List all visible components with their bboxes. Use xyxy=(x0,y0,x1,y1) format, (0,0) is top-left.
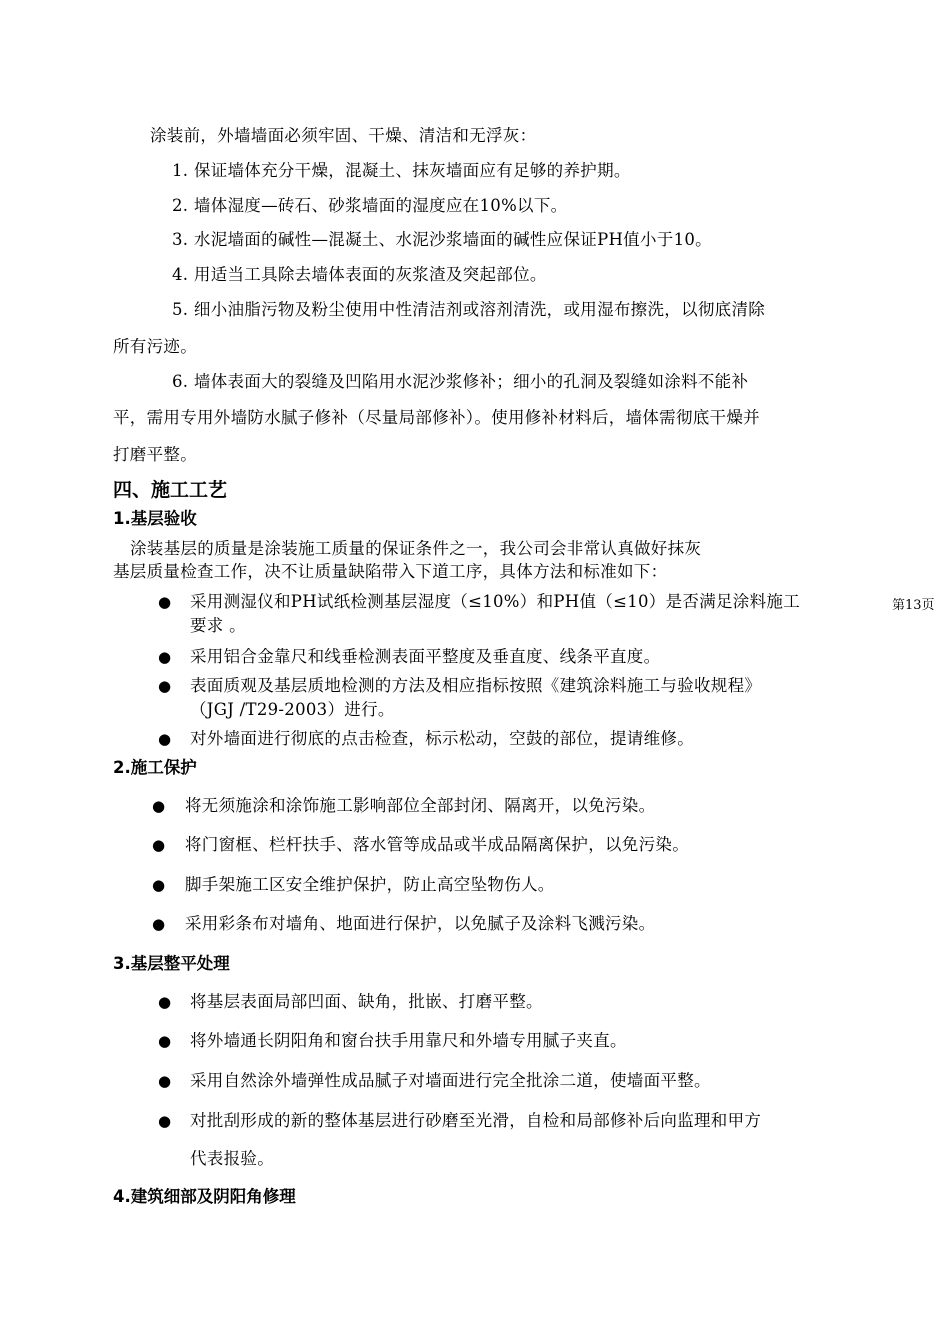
s1-para-2: 基层质量检查工作，决不让质量缺陷带入下道工序，具体方法和标准如下： xyxy=(113,562,668,581)
s2-bullet-1: 将无须施涂和涂饰施工影响部位全部封闭、隔离开，以免污染。 xyxy=(185,796,656,815)
s2-title: 2.施工保护 xyxy=(113,758,197,777)
bullet-icon: ● xyxy=(158,1112,172,1130)
bullet-icon: ● xyxy=(158,593,172,611)
intro-item-1: 1. 保证墙体充分干燥，混凝土、抹灰墙面应有足够的养护期。 xyxy=(172,161,631,180)
s1-bullet-1-cont: 要求 。 xyxy=(190,616,246,635)
intro-item-6-cont-1: 平，需用专用外墙防水腻子修补（尽量局部修补）。使用修补材料后，墙体需彻底干燥并 xyxy=(113,408,760,427)
bullet-icon: ● xyxy=(158,993,172,1011)
page-number: 第13页 xyxy=(892,598,935,613)
s2-bullet-3: 脚手架施工区安全维护保护，防止高空坠物伤人。 xyxy=(185,875,555,894)
s3-title: 3.基层整平处理 xyxy=(113,954,230,973)
intro-item-3: 3. 水泥墙面的碱性—混凝土、水泥沙浆墙面的碱性应保证PH值小于10。 xyxy=(172,230,712,249)
s3-bullet-2: 将外墙通长阴阳角和窗台扶手用靠尺和外墙专用腻子夹直。 xyxy=(190,1031,627,1050)
s1-bullet-4: 对外墙面进行彻底的点击检查，标示松动，空鼓的部位，提请维修。 xyxy=(190,729,694,748)
s1-bullet-3-cont: （JGJ /T29-2003）进行。 xyxy=(190,700,395,719)
s4-title: 4.建筑细部及阴阳角修理 xyxy=(113,1187,296,1206)
bullet-icon: ● xyxy=(158,677,172,695)
s1-para-1: 涂装基层的质量是涂装施工质量的保证条件之一，我公司会非常认真做好抹灰 xyxy=(130,539,702,558)
s3-bullet-1: 将基层表面局部凹面、缺角，批嵌、打磨平整。 xyxy=(190,992,543,1011)
intro-item-4: 4. 用适当工具除去墙体表面的灰浆渣及突起部位。 xyxy=(172,265,547,284)
bullet-icon: ● xyxy=(152,797,166,815)
intro-item-6-cont-2: 打磨平整。 xyxy=(113,445,197,464)
intro-lead: 涂装前，外墙墙面必须牢固、干燥、清洁和无浮灰： xyxy=(150,126,537,145)
s3-bullet-3: 采用自然涂外墙弹性成品腻子对墙面进行完全批涂二道，使墙面平整。 xyxy=(190,1071,711,1090)
section-title: 四、施工工艺 xyxy=(113,479,228,501)
s3-bullet-4-cont: 代表报验。 xyxy=(190,1149,274,1168)
bullet-icon: ● xyxy=(152,876,166,894)
s1-bullet-2: 采用铝合金靠尺和线垂检测表面平整度及垂直度、线条平直度。 xyxy=(190,647,661,666)
s2-bullet-4: 采用彩条布对墙角、地面进行保护，以免腻子及涂料飞溅污染。 xyxy=(185,914,656,933)
s1-bullet-1: 采用测湿仪和PH试纸检测基层湿度（≤10%）和PH值（≤10）是否满足涂料施工 xyxy=(190,592,801,611)
intro-item-6: 6. 墙体表面大的裂缝及凹陷用水泥沙浆修补；细小的孔洞及裂缝如涂料不能补 xyxy=(172,372,749,391)
bullet-icon: ● xyxy=(152,915,166,933)
intro-item-5-cont: 所有污迹。 xyxy=(113,337,197,356)
s1-bullet-3: 表面质观及基层质地检测的方法及相应指标按照《建筑涂料施工与验收规程》 xyxy=(190,676,762,695)
s2-bullet-2: 将门窗框、栏杆扶手、落水管等成品或半成品隔离保护，以免污染。 xyxy=(185,835,689,854)
intro-item-5: 5. 细小油脂污物及粉尘使用中性清洁剂或溶剂清洗，或用湿布擦洗，以彻底清除 xyxy=(172,300,766,319)
s3-bullet-4: 对批刮形成的新的整体基层进行砂磨至光滑，自检和局部修补后向监理和甲方 xyxy=(190,1111,762,1130)
intro-item-2: 2. 墙体湿度—砖石、砂浆墙面的湿度应在10%以下。 xyxy=(172,196,568,215)
bullet-icon: ● xyxy=(158,730,172,748)
bullet-icon: ● xyxy=(158,1072,172,1090)
bullet-icon: ● xyxy=(158,648,172,666)
bullet-icon: ● xyxy=(152,836,166,854)
bullet-icon: ● xyxy=(158,1032,172,1050)
s1-title: 1.基层验收 xyxy=(113,509,197,528)
